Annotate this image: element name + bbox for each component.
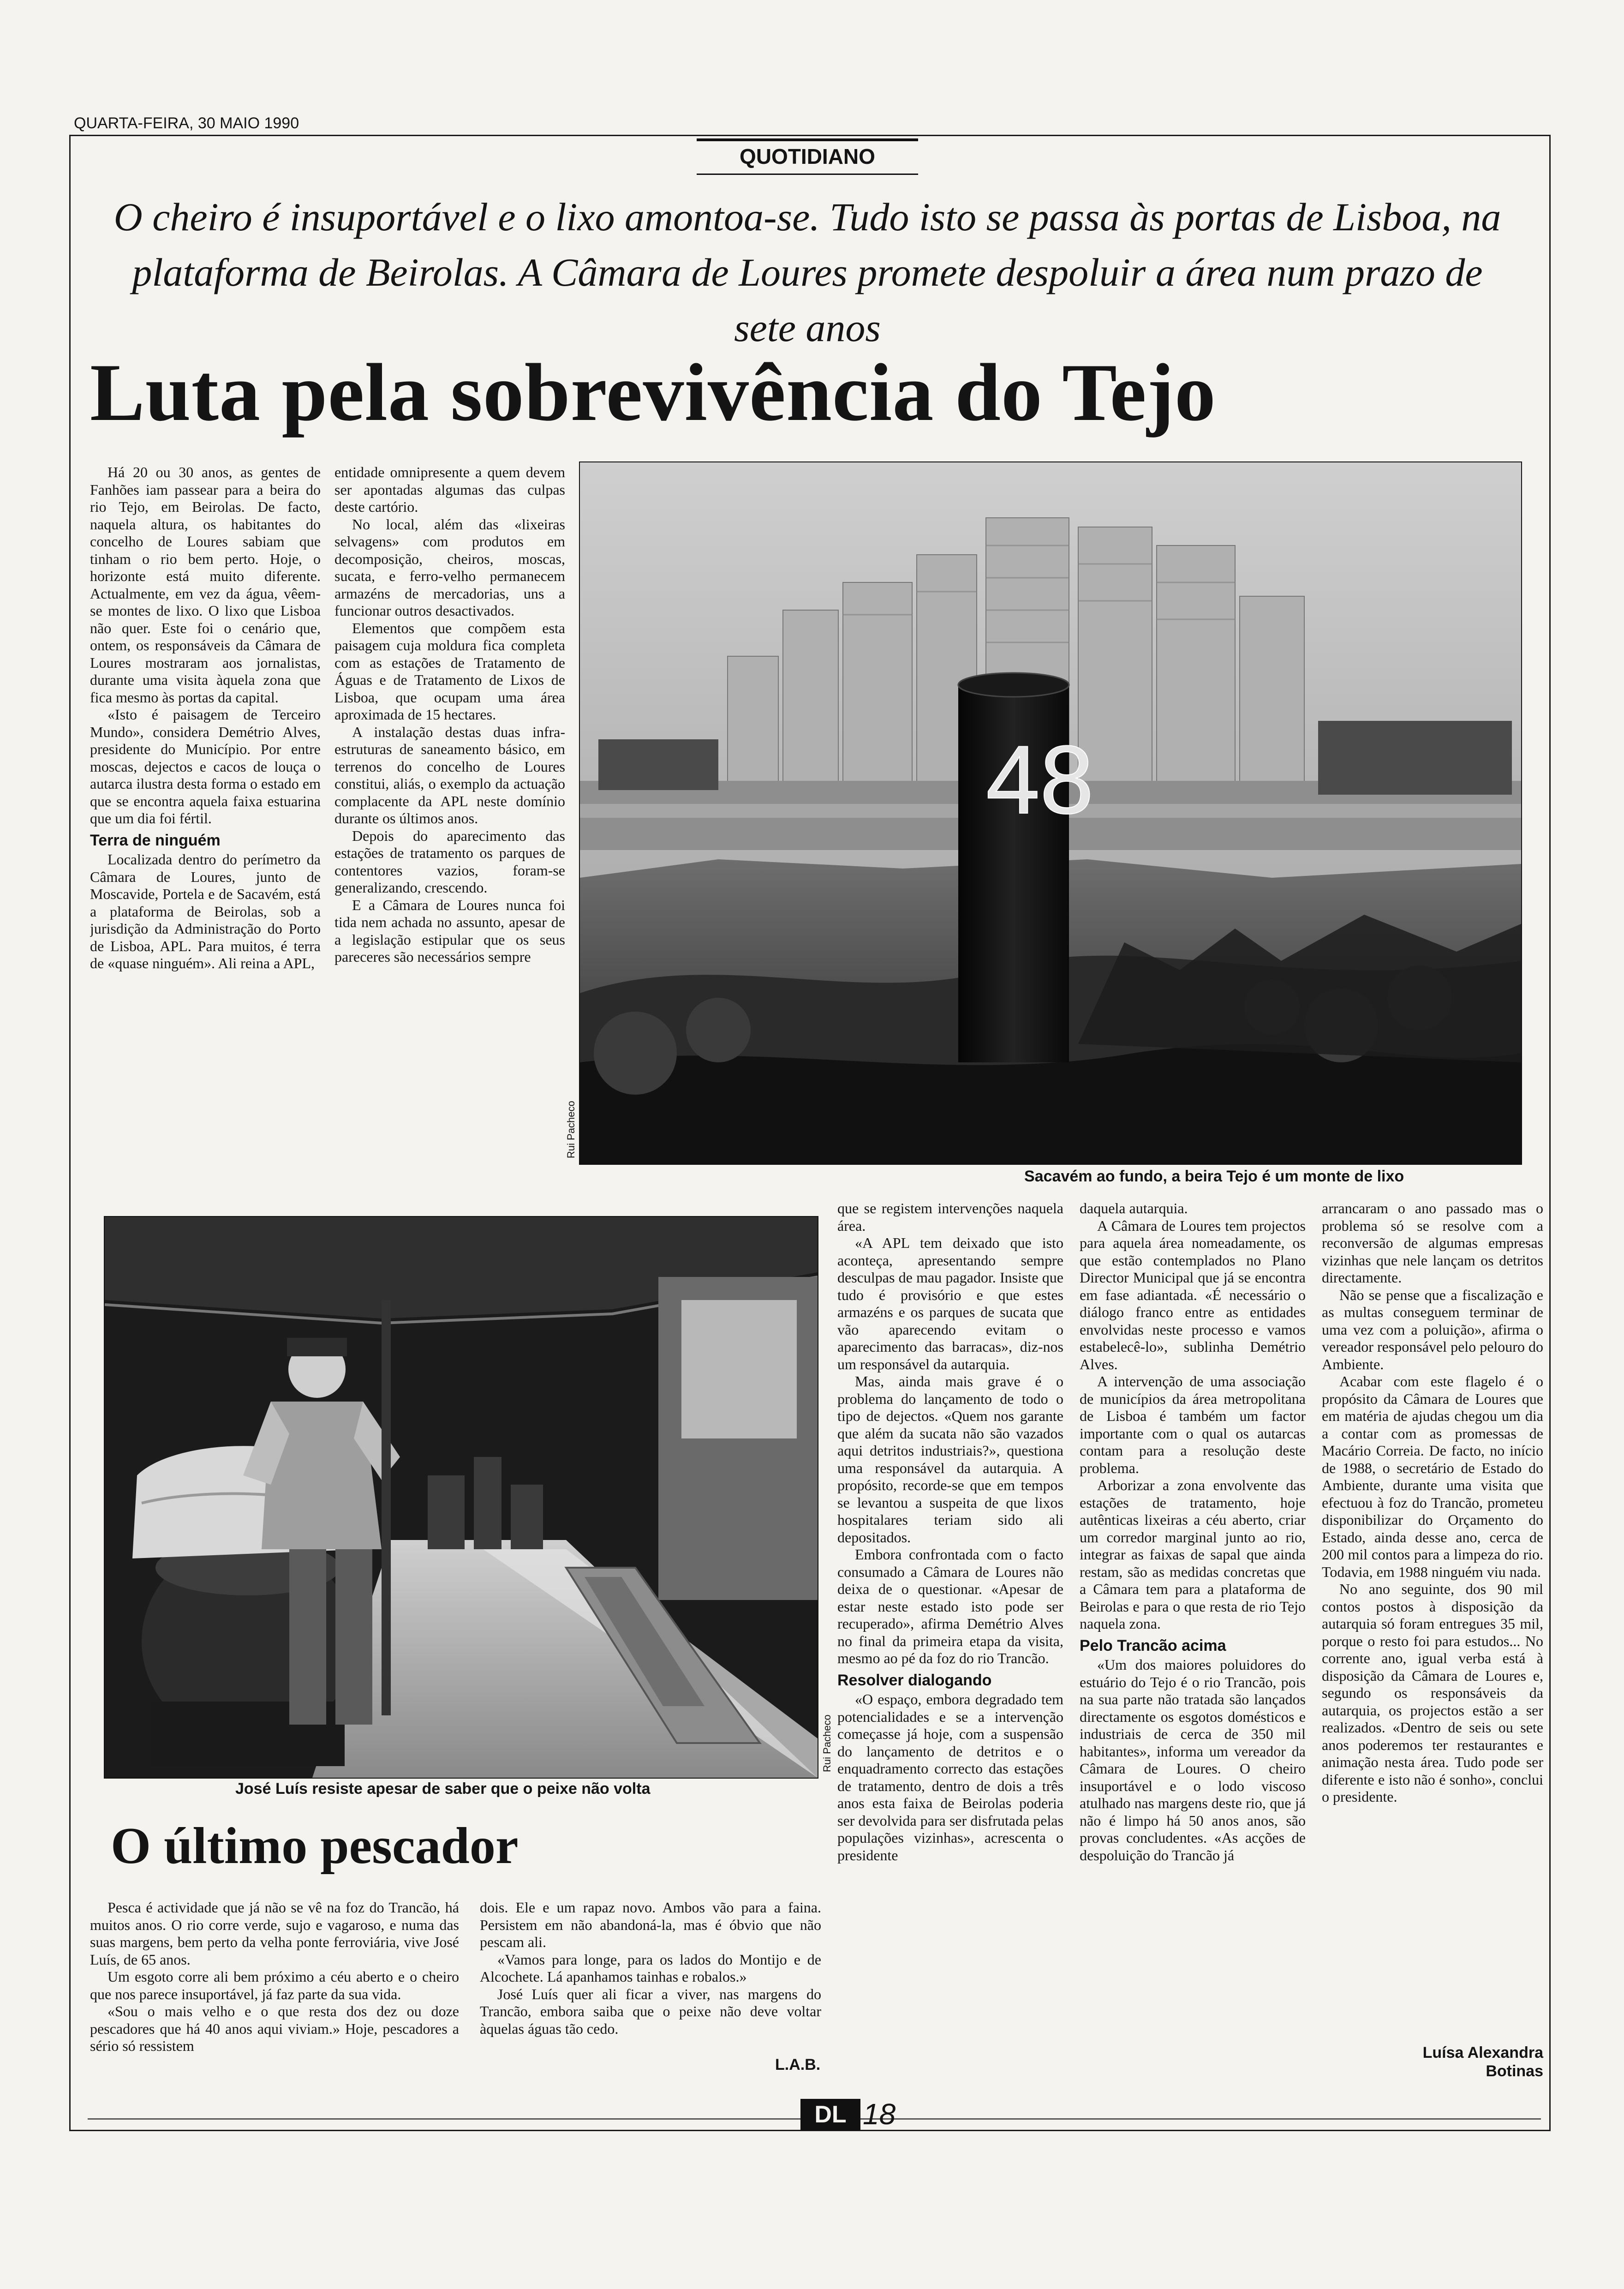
paragraph: No ano seguinte, dos 90 mil contos postos à disposição da autarquia só foram entregues 35 mil, porque o resto foi para estudos... No corrente ano, igual verba está à disposição da Câmara de Loures e, segundo os responsáveis da autarquia, os projectos estão a ser realizados. «Dentro de seis ou sete anos poderemos ter restaurantes e animação nesta área. Tudo pode ser diferente e isto não é sonho», conclui o presidente.: [1322, 1581, 1543, 1805]
paragraph: A intervenção de uma associação de municípios da área metropolitana de Lisboa é também um factor importante com o qual os autarcas contam para a resolução deste problema.: [1080, 1373, 1306, 1476]
section-rule: [697, 138, 918, 141]
section-title: QUOTIDIANO: [740, 144, 875, 168]
photo-credit: Rui Pacheco: [565, 1101, 577, 1158]
photo-caption: José Luís resiste apesar de saber que o peixe não volta: [235, 1780, 651, 1798]
paragraph: dois. Ele e um rapaz novo. Ambos vão para a faina. Persistem em não abandoná-la, mas é óbvio que não pescam ali.: [480, 1899, 821, 1950]
photo-sacavem-illustration: [580, 462, 1521, 1164]
paragraph: «Vamos para longe, para os lados do Montijo e de Alcochete. Lá apanhamos tainhas e robalos.»: [480, 1951, 821, 1985]
paragraph: Arborizar a zona envolvente das estações de tratamento, hoje autênticas lixeiras a céu aberto, criar um corredor marginal junto ao rio, integrar as faixas de sapal que ainda restam, são as medidas concretas que a Câmara tem para a plataforma de Beirolas e para o que resta de rio Tejo naquela zona.: [1080, 1477, 1306, 1632]
marker-number: 48: [986, 725, 1094, 834]
paragraph: No local, além das «lixeiras selvagens» com produtos em decomposição, cheiros, moscas, sucata, e ferro-velho permanecem armazéns de mercadorias, uns a funcionar outros desactivados.: [334, 515, 565, 619]
photo-fisherman-illustration: [105, 1217, 818, 1778]
paragraph: E a Câmara de Loures nunca foi tida nem achada no assunto, apesar de a legislação estipular que os seus pareceres são necessários sempre: [334, 896, 565, 965]
paragraph: Mas, ainda mais grave é o problema do lançamento de todo o tipo de dejectos. «Quem nos garante que além da sucata não são vazados aqui detritos industriais?», questiona uma responsável da autarquia. A propósito, recorde-se que em tempos se levantou a suspeita de que lixos hospitalares teriam sido ali depositados.: [837, 1373, 1063, 1546]
paragraph: «A APL tem deixado que isto aconteça, apresentando sempre desculpas de mau pagador. Insiste que tudo é provisório e que estes armazéns e os parques de sucata que vão aparecendo evitam o aparecimento das barracas», diz-nos um responsável da autarquia.: [837, 1234, 1063, 1372]
paragraph: arrancaram o ano passado mas o problema só se resolve com a reconversão de algumas empresas vizinhas que nele lançam os detritos directamente.: [1322, 1200, 1543, 1286]
subheading: Resolver dialogando: [837, 1671, 992, 1689]
dateline: QUARTA-FEIRA, 30 MAIO 1990: [74, 114, 299, 132]
page-number: 18: [863, 2097, 896, 2131]
sidebar-column-2: [480, 1899, 821, 2047]
subheading: Pelo Trancão acima: [1080, 1636, 1226, 1654]
photo-credit: Rui Pacheco: [821, 1714, 833, 1772]
paragraph: Embora confrontada com o facto consumado a Câmara de Loures não deixa de o questionar. «Apesar de estar neste estado isto pode ser recuperado», afirma Demétrio Alves no final da primeira etapa da visita, mesmo ao pé da foz do rio Trancão.: [837, 1546, 1063, 1666]
paragraph: que se registem intervenções naquela área.: [837, 1200, 1063, 1234]
headline: Luta pela sobrevivência do Tejo: [90, 347, 1216, 438]
paragraph: José Luís quer ali ficar a viver, nas margens do Trancão, embora saiba que o peixe não deve voltar àquelas águas tão cedo.: [480, 1985, 821, 2037]
article-column-1: [90, 464, 321, 1211]
article-column-5: [1322, 1200, 1543, 2040]
paragraph: Depois do aparecimento das estações de tratamento os parques de contentores vazios, foram-se generalizando, crescendo.: [334, 827, 565, 896]
paragraph: Um esgoto corre ali bem próximo a céu aberto e o cheiro que nos parece insuportável, já faz parte da sua vida.: [90, 1968, 459, 2002]
deck: O cheiro é insuportável e o lixo amontoa-se. Tudo isto se passa às portas de Lisboa, na plataforma de Beirolas. A Câmara de Loures promete despoluir a área num prazo de sete anos: [113, 195, 1501, 350]
paragraph: Pesca é actividade que já não se vê na foz do Trancão, há muitos anos. O rio corre verde, sujo e vagaroso, e numa das suas margens, bem perto da velha ponte ferroviária, vive José Luís, de 65 anos.: [90, 1899, 459, 1968]
photo-sacavem-waste: [579, 461, 1522, 1165]
paragraph: daquela autarquia.: [1080, 1200, 1188, 1216]
article-column-3: [837, 1200, 1063, 2088]
publication-logo: DL: [800, 2099, 860, 2130]
paragraph: Acabar com este flagelo é o propósito da Câmara de Loures que em matéria de ajudas chegou um dia a contar com as promessas de Macário Correia. De facto, no início de 1988, o secretário de Estado do Ambiente, durante uma visita que efectuou à foz do Trancão, prometeu disponibilizar do Orçamento do Estado, ainda desse ano, cerca de 200 mil contos para a limpeza do rio. Todavia, em 1988 ninguém viu nada.: [1322, 1373, 1543, 1580]
paragraph: Elementos que compõem esta paisagem cuja moldura fica completa com as estações de Tratamento de Águas e de Tratamento de Lixos de Lisboa, que ocupam uma área aproximada de 15 hectares.: [334, 619, 565, 723]
byline-name: Luísa Alexandra: [1422, 2044, 1543, 2061]
photo-fisherman: [104, 1216, 818, 1779]
paragraph: Há 20 ou 30 anos, as gentes de Fanhões iam passear para a beira do rio Tejo, em Beirolas. De facto, naquela altura, os habitantes do concelho de Loures sabiam que tinham o rio bem perto. Hoje, o horizonte está muito diferente. Actualmente, em vez da água, vêem-se montes de lixo. O lixo que Lisboa não quer. Este foi o cenário que, ontem, os responsáveis da Câmara de Loures mostraram aos jornalistas, durante uma visita àquela zona que fica mesmo às portas da capital.: [90, 464, 321, 706]
article-column-4: [1080, 1200, 1306, 2088]
paragraph: A Câmara de Loures tem projectos para aquela área nomeadamente, os que estão contemplados no Plano Director Municipal que já se encontra em fase adiantada. «É necessário o diálogo franco entre as entidades envolvidas neste processo e vamos estabelecê-lo», sublinha Demétrio Alves.: [1080, 1217, 1306, 1372]
paragraph: A instalação destas duas infra-estruturas de saneamento básico, em terrenos do concelho de Loures constitui, aliás, o exemplo da actuação complacente da APL neste domínio durante os últimos anos.: [334, 723, 565, 827]
sidebar-signature: L.A.B.: [775, 2056, 821, 2073]
section-rule-bottom: [697, 174, 918, 175]
paragraph: «O espaço, embora degradado tem potencialidades e se a intervenção começasse já hoje, com a suspensão do lançamento de detritos e o enquadramento correcto das estações de tratamento, dentro de dois a três anos esta faixa de Beirolas poderia ser devolvida para ser disfrutada pelas populações vizinhas», acrescenta o presidente: [837, 1691, 1063, 1864]
paragraph: «Um dos maiores poluidores do estuário do Tejo é o rio Trancão, pois na sua parte não tratada são lançados directamente os esgotos domésticos e industriais de cerca de 350 mil habitantes», informa um vereador da Câmara de Loures. O cheiro insuportável e o lodo viscoso atulhado nas margens deste rio, que já não é limpo há 50 anos anos, são provas concludentes. «As acções de despoluição do Trancão já: [1080, 1656, 1306, 1864]
photo-caption: Sacavém ao fundo, a beira Tejo é um monte de lixo: [1024, 1168, 1404, 1185]
paragraph: Localizada dentro do perímetro da Câmara de Loures, junto de Moscavide, Portela e de Sacavém, está a plataforma de Beirolas, sob a jurisdição da Administração do Porto de Lisboa, APL. Para muitos, é terra de «quase ninguém». Ali reina a APL,: [90, 851, 321, 971]
subheading: Terra de ninguém: [90, 831, 221, 849]
paragraph: Não se pense que a fiscalização e as multas conseguem terminar de uma vez com a poluição», afirma o vereador responsável pelo pelouro do Ambiente.: [1322, 1286, 1543, 1372]
byline-surname: Botinas: [1486, 2062, 1543, 2080]
byline: [1322, 2043, 1543, 2080]
article-column-2: [334, 464, 565, 1211]
sidebar-column-1: [90, 1899, 459, 2084]
paragraph: «Isto é paisagem de Terceiro Mundo», considera Demétrio Alves, presidente do Município. Por entre moscas, dejectos e cacos de louça o autarca ilustra desta forma o estado em que se encontra aquela faixa estuarina que um dia foi fértil.: [90, 706, 321, 827]
paragraph: entidade omnipresente a quem devem ser apontadas algumas das culpas deste cartório.: [334, 464, 565, 515]
sidebar-headline: O último pescador: [111, 1817, 519, 1875]
paragraph: «Sou o mais velho e o que resta dos dez ou doze pescadores que há 40 anos aqui viviam.» Hoje, pescadores a sério só ressistem: [90, 2003, 459, 2054]
